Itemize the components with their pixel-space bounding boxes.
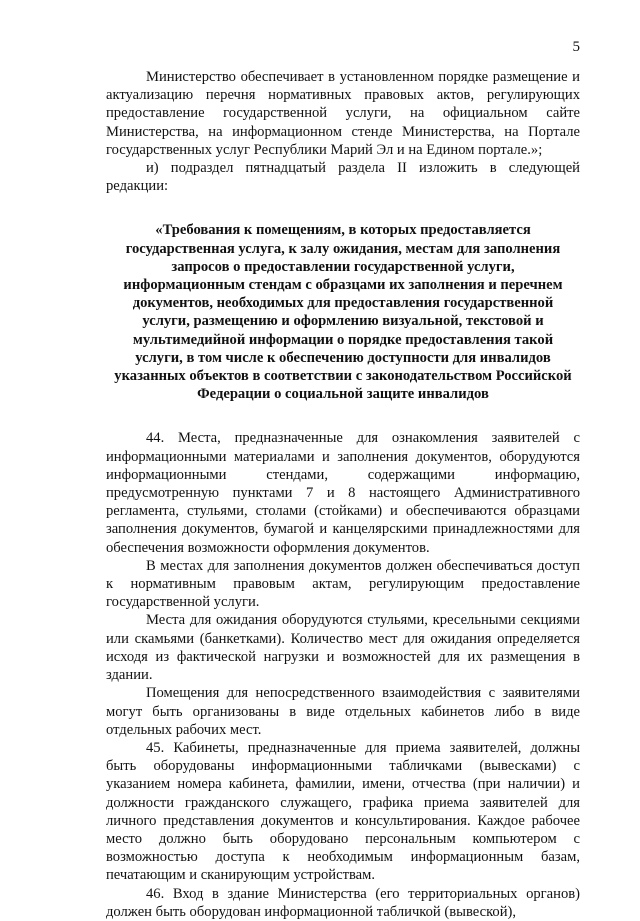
paragraph: Министерство обеспечивает в установленном порядке размещение и актуализацию перечня нормативных правовых актов, регулирующих предоставление государственной услуги, на официальном сайте Министерства, на информационном стенде Министерства, на Портале государственных услуг Республики Марий Эл и на Едином портале.»; xyxy=(106,69,580,158)
paragraph: Места для ожидания оборудуются стульями, кресельными секциями или скамьями (банкетками). Количество мест для ожидания определяется исходя из фактической нагрузки и возможностей для их размещения в здании. xyxy=(106,612,580,684)
paragraph: 44. Места, предназначенные для ознакомления заявителей с информационными материалами и заполнения документов, оборудуются информационными стендами, содержащими информацию, предусмотренную пунктами 7 и 8 настоящего Административного регламента, стульями, столами (стойками) и обеспечиваются образцами заполнения документов, бумагой и канцелярскими принадлежностями для обеспечения возможности оформления документов. xyxy=(106,430,580,556)
paragraph: Помещения для непосредственного взаимодействия с заявителями могут быть организованы в виде отдельных кабинетов либо в виде отдельных рабочих мест. xyxy=(106,685,580,738)
paragraph: 46. Вход в здание Министерства (его территориальных органов) должен быть оборудован информационной табличкой (вывеской), xyxy=(106,885,580,920)
paragraph: и) подраздел пятнадцатый раздела II изложить в следующей редакции: xyxy=(106,160,580,195)
paragraph: 45. Кабинеты, предназначенные для приема заявителей, должны быть оборудованы информационными табличками (вывесками) с указанием номера кабинета, фамилии, имени, отчества (при наличии) и должности гражданского служащего, графика приема заявителей для личного представления документов и консультирования. Каждое рабочее место должно быть оборудовано персональным компьютером с возможностью доступа к необходимым информационным базам, печатающим и сканирующим устройствам. xyxy=(106,739,580,884)
paragraph: В местах для заполнения документов должен обеспечиваться доступ к нормативным правовым актам, регулирующим предоставление государственной услуги. xyxy=(106,557,580,611)
section-heading: «Требования к помещениям, в которых предоставляется государственная услуга, к залу ожидания, местам для заполнения запросов о предоставлении государственной услуги, информационным стендам с образцами их заполнения и перечнем документов, необходимых для предоставления государственной услуги, размещению и оформлению визуальной, текстовой и мультимедийной информации о порядке предоставления такой услуги, в том числе к обеспечению доступности для инвалидов указанных объектов в соответствии с законодательством Российской Федерации о социальной защите инвалидов xyxy=(114,222,572,403)
page-number: 5 xyxy=(572,39,580,55)
document-body xyxy=(106,68,580,921)
